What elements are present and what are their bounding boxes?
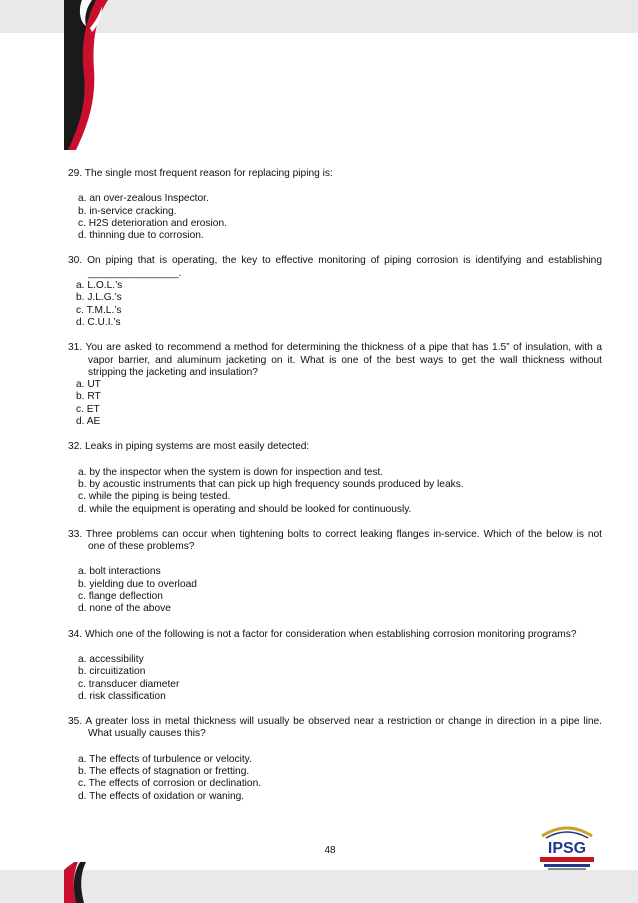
- question-33: 33. Three problems can occur when tightening bolts to correct leaking flanges in-service. Which of the below is not one of these problems?: [68, 528, 602, 553]
- options-35: [68, 754, 602, 803]
- page-number: 48: [324, 845, 336, 856]
- option: a. accessibility: [78, 653, 144, 665]
- option: a. L.O.L.’s: [76, 280, 123, 292]
- ipsg-logo-icon: [532, 822, 602, 872]
- option: b. in-service cracking.: [78, 205, 177, 217]
- options-32: [68, 467, 602, 516]
- option: d. C.U.I.’s: [76, 316, 121, 328]
- option: d. thinning due to corrosion.: [78, 230, 204, 242]
- option: c. while the piping is being tested.: [78, 491, 231, 503]
- option: a. an over-zealous Inspector.: [78, 193, 209, 205]
- option: b. by acoustic instruments that can pick up high frequency sounds produced by leaks.: [78, 478, 464, 490]
- option: d. none of the above: [78, 603, 171, 615]
- option: b. The effects of stagnation or fretting.: [78, 765, 250, 777]
- option: d. The effects of oxidation or waning.: [78, 790, 245, 802]
- options-29: [68, 193, 602, 242]
- option: a. UT: [76, 379, 101, 391]
- option: a. bolt interactions: [78, 566, 161, 578]
- question-29: 29. The single most frequent reason for replacing piping is:: [68, 168, 333, 179]
- option: b. J.L.G.’s: [76, 292, 122, 304]
- option: b. RT: [76, 391, 101, 403]
- question-35: 35. A greater loss in metal thickness will usually be observed near a restriction or change in direction in a pipe line. What usually causes this?: [68, 716, 602, 740]
- options-31: [68, 379, 602, 428]
- option: c. transducer diameter: [78, 678, 180, 690]
- option: b. circuitization: [78, 666, 146, 678]
- option: d. while the equipment is operating and should be looked for continuously.: [78, 503, 412, 515]
- flame-decoration-icon: [62, 0, 110, 150]
- option: d. risk classification: [78, 690, 166, 702]
- option: c. H2S deterioration and erosion.: [78, 217, 227, 229]
- option: c. T.M.L.’s: [76, 304, 122, 316]
- question-31: 31. You are asked to recommend a method for determining the thickness of a pipe that has 1.5” of insulation, with a vapor barrier, and aluminum jacketing on it. What is one of the best ways to get the wall thickness without stripping the jacketing and insulation?: [68, 342, 602, 378]
- options-34: [68, 654, 602, 703]
- option: b. yielding due to overload: [78, 578, 197, 590]
- question-34: 34. Which one of the following is not a factor for consideration when establishing corrosion monitoring programs?: [68, 628, 577, 640]
- option: a. by the inspector when the system is down for inspection and test.: [78, 466, 384, 478]
- option: d. AE: [76, 416, 101, 428]
- options-30: [68, 280, 602, 329]
- option: a. The effects of turbulence or velocity.: [78, 753, 252, 765]
- question-32: 32. Leaks in piping systems are most easily detected:: [68, 441, 310, 453]
- options-33: [68, 566, 602, 615]
- option: c. ET: [76, 403, 100, 415]
- question-list: [68, 168, 602, 803]
- option: c. The effects of corrosion or declination.: [78, 778, 262, 790]
- logo-text: IPSG: [547, 840, 587, 857]
- option: c. flange deflection: [78, 591, 163, 603]
- flame-footer-icon: [62, 862, 92, 903]
- footer-band: [0, 870, 638, 903]
- question-30: 30. On piping that is operating, the key to effective monitoring of piping corrosion is identifying and establishing ________________.: [68, 255, 602, 279]
